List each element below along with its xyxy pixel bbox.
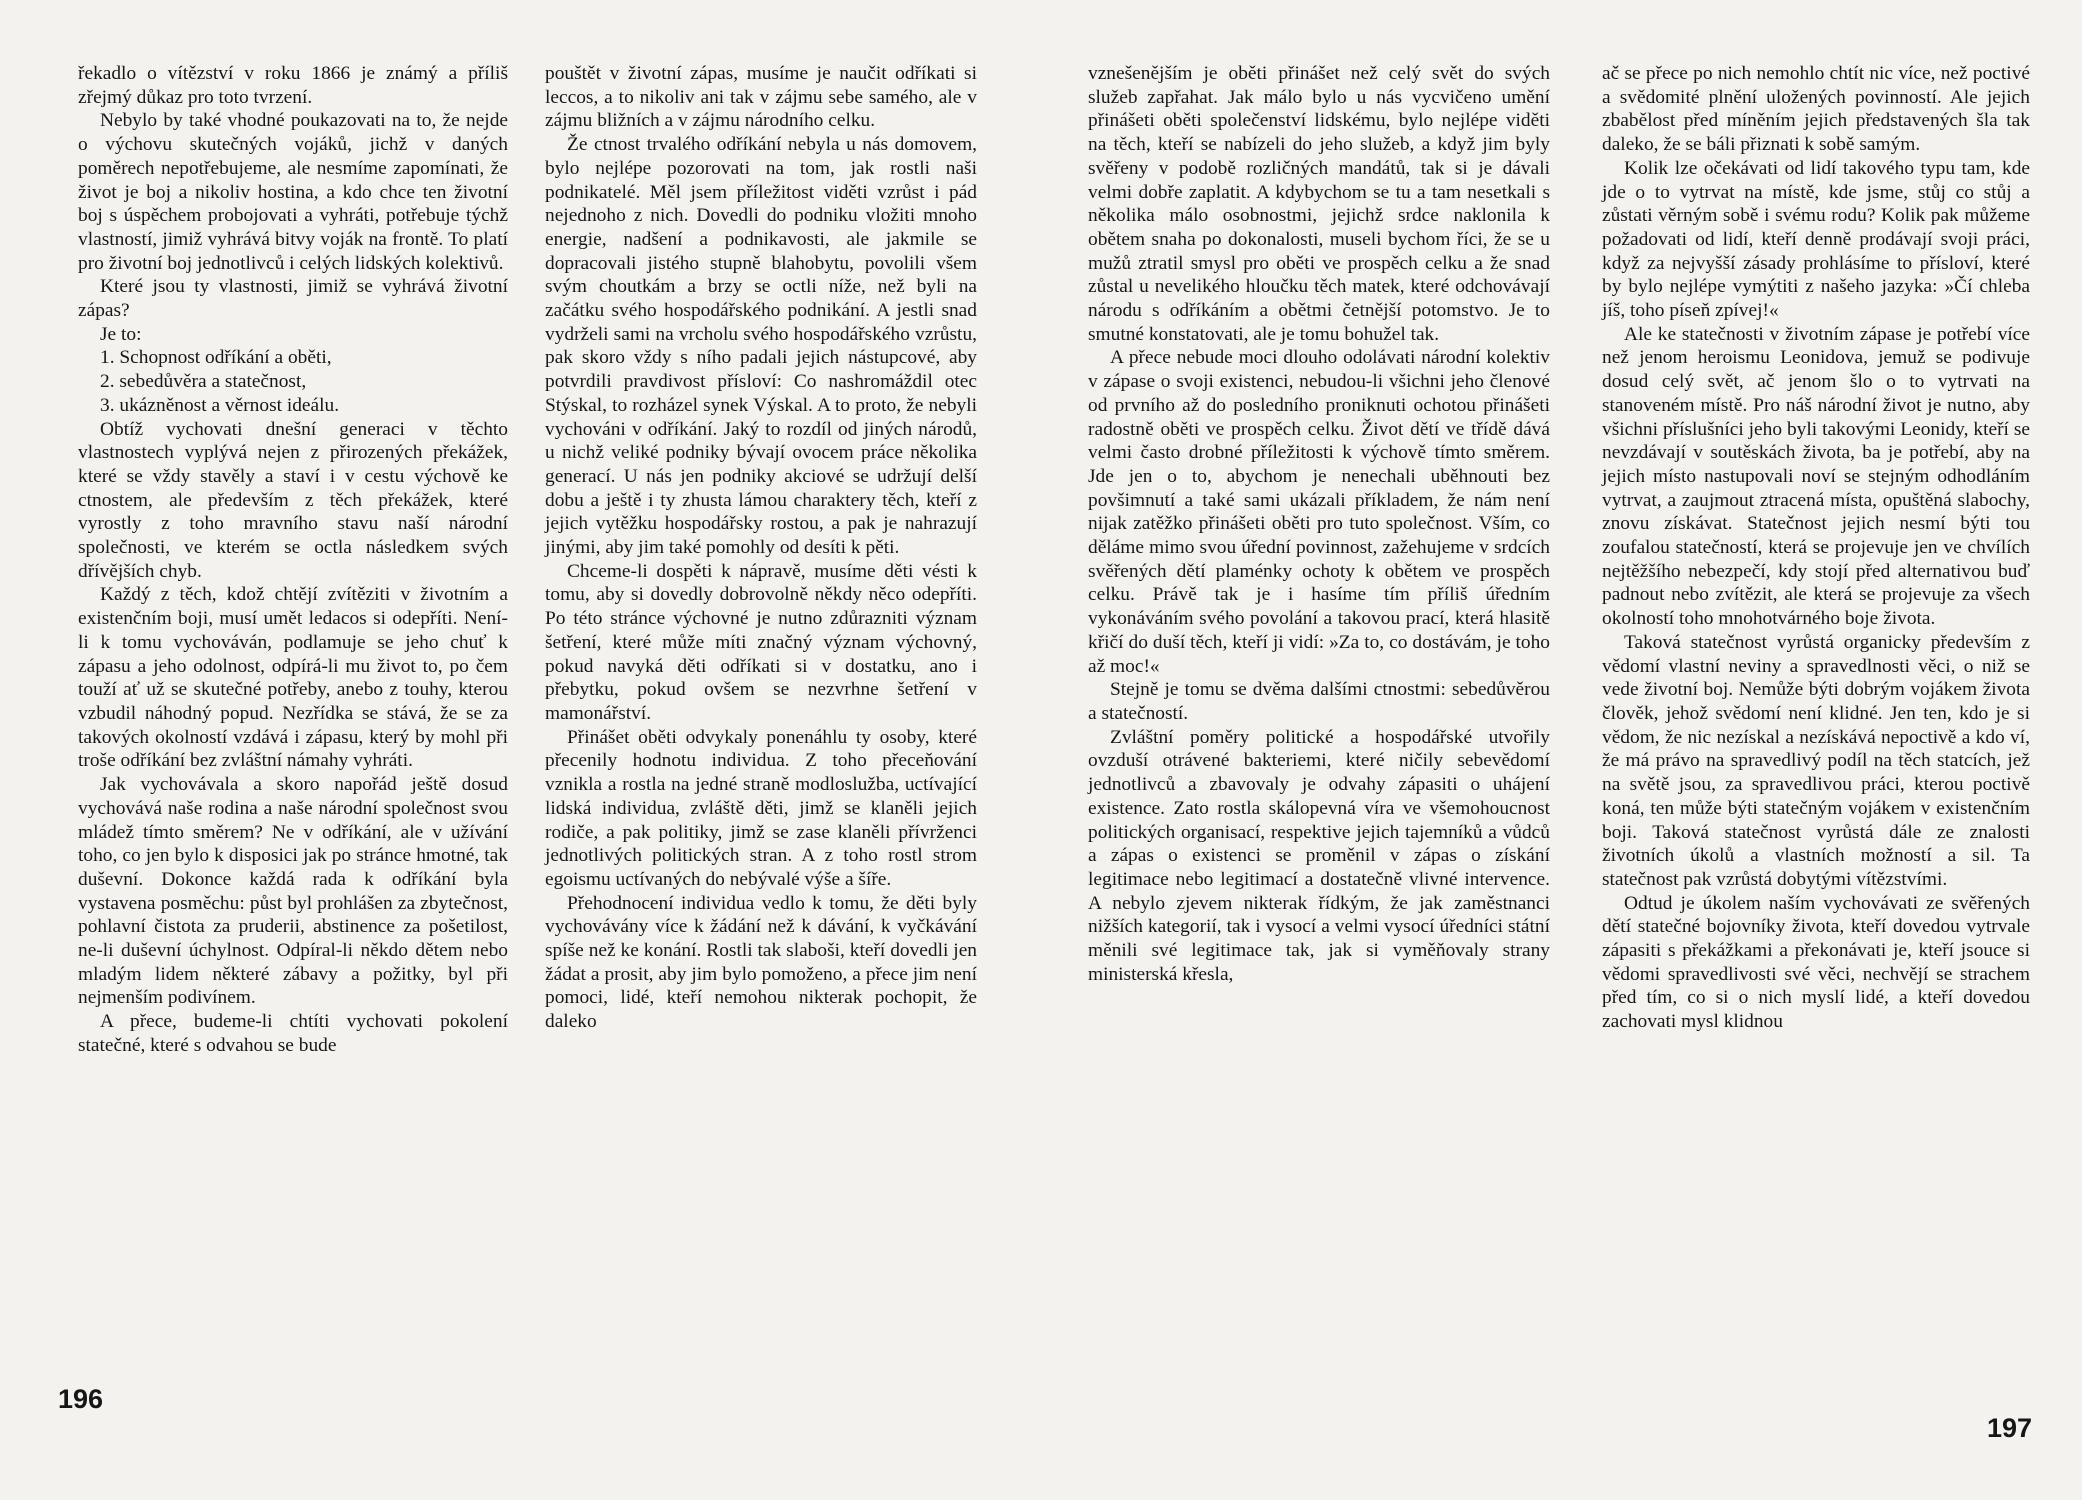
paragraph: Obtíž vychovati dnešní generaci v těchto vlastnostech vyplývá nejen z přirozených překážek, které se vždy stavěly a staví i v cestu výchově ke ctnostem, ale především z těch překážek, které vyrostly z toho mravního stavu naší národní společnosti, ve kterém se octla následkem svých dřívějších chyb. bbox=[78, 418, 508, 582]
paragraph: Že ctnost trvalého odříkání nebyla u nás domovem, bylo nejlépe pozorovati na tom, jak rostli naši podnikatelé. Měl jsem příležitost viděti vzrůst i pád nejednoho z nich. Dovedli do podniku vložiti mnoho energie, nadšení a podnikavosti, ale jakmile se dopracovali jistého stupně blahobytu, povolili všem svým choutkám a brzy se octli níže, než byli na začátku svého hospodářského podnikání. A jestli snad vydrželi sami na vrcholu svého hospodářského vzrůstu, pak skoro vždy s ního padali jejich nástupcové, aby potvrdili pravdivost přísloví: Co nashromáždil otec Stýskal, to rozházel synek Výskal. A to proto, že nebyli vychováni v odříkání. Jaký to rozdíl od jiných národů, u nichž veliké podniky bývají ovocem práce několika generací. U nás jen podniky akciové se udržují delší dobu a ještě i ty zhusta lámou charaktery těch, kteří z jejich vytěžku hospodářsky rostou, a pak je nahrazují jinými, aby jim také pomohly od desíti k pěti. bbox=[545, 134, 977, 559]
paragraph: Jak vychovávala a skoro napořád ještě dosud vychovává naše rodina a naše národní společnost svou mládež tímto směrem? Ne v odříkání, ale v užívání toho, co jen bylo k disposici jak po stránce hmotné, tak duševní. Dokonce každá rada k odříkání byla vystavena posměchu: půst byl prohlášen za zbytečnost, pohlavní čistota za pruderii, abstinence za pošetilost, ne-li duševní úchylnost. Odpíral-li někdo dětem nebo mladým lidem některé zábavy a požitky, byl při nejmenším podivínem. bbox=[78, 774, 508, 1009]
list-item: 2. sebedůvěra a statečnost, bbox=[100, 371, 307, 393]
paragraph: Taková statečnost vyrůstá organicky především z vědomí vlastní neviny a spravedlnosti věci, o niž se vede životní boj. Nemůže býti dobrým vojákem života člověk, jehož svědomí není klidné. Jen ten, kdo je si vědom, že nic nezískal a nezískává nepoctivě a kdo ví, že má právo na spravedlivý podíl na těch statcích, jež na světě jsou, za spravedlivou práci, kterou poctivě koná, ten může býti statečným vojákem v existenčním boji. Taková statečnost vyrůstá dále ze znalosti životních úkolů a vlastních možností a sil. Ta statečnost pak vzrůstá dobytými vítězstvími. bbox=[1602, 631, 2030, 890]
paragraph: A přece, budeme-li chtíti vychovati pokolení statečné, které s odvahou se bude bbox=[78, 1011, 508, 1056]
paragraph: Odtud je úkolem naším vychovávati ze svěřených dětí statečné bojovníky života, kteří dovedou vytrvale zápasiti s překážkami a překonávati je, kteří jsouce si vědomi spravedlivosti své věci, nechvějí se strachem před tím, co si o nich myslí lidé, a kteří dovedou zachovati mysl klidnou bbox=[1602, 892, 2030, 1033]
left-page-column-2 bbox=[545, 62, 977, 1034]
paragraph: Je to: bbox=[100, 323, 142, 345]
paragraph: vznešenějším je oběti přinášet než celý svět do svých služeb zapřahat. Jak málo bylo u nás vycvičeno umění přinášeti oběti společenství lidskému, bylo nejlépe viděti na těch, kteří se nabízeli do jeho služeb, a když jim byly svěřeny v podobě rozličných mandátů, tak si je dávali velmi dobře zaplatit. A kdybychom se tu a tam nesetkali s několika málo osobnostmi, jejichž srdce naklonila k obětem snaha po dokonalosti, museli bychom říci, že se u mužů ztratil smysl pro oběti ve prospěch celku a že snad zůstal u nevelikého hloučku těch matek, které odchovávají národu s odříkáním a obětmi četnější potomstvo. Je to smutné konstatovati, ale je tomu bohužel tak. bbox=[1088, 63, 1550, 345]
left-page-column-1 bbox=[78, 62, 508, 1058]
right-page-column-1 bbox=[1088, 62, 1550, 986]
paragraph: řekadlo o vítězství v roku 1866 je známý a příliš zřejmý důkaz pro toto tvrzení. bbox=[78, 63, 508, 108]
paragraph: Nebylo by také vhodné poukazovati na to, že nejde o výchovu skutečných vojáků, jichž v daných poměrech nepotřebujeme, ale nesmíme zapomínati, že život je boj a nikoliv hostina, a kdo chce ten životní boj s úspěchem probojovati a vyhráti, potřebuje týchž vlastností, jimiž vyhrává bitvy voják na frontě. To platí pro životní boj jednotlivců i celých lidských kolektivů. bbox=[78, 110, 508, 274]
page-number: 196 bbox=[58, 1384, 104, 1414]
left-page bbox=[0, 0, 1030, 1500]
page-number: 197 bbox=[1987, 1413, 2033, 1443]
paragraph: Přinášet oběti odvykaly ponenáhlu ty osoby, které přecenily hodnotu individua. Z toho přeceňování vznikla a rostla na jedné straně modloslužba, uctívající lidská individua, zvláště děti, jimž se klaněli jejich rodiče, a pak politiky, jimž se zase klaněli přívrženci jednotlivých politických stran. A z toho rostl strom egoismu uctívaných do nebývalé výše a šíře. bbox=[545, 726, 977, 890]
right-page bbox=[1060, 0, 2082, 1500]
paragraph: Ale ke statečnosti v životním zápase je potřebí více než jenom heroismu Leonidova, jemuž se podivuje dosud celý svět, ač jenom šlo o to vytrvati na stanoveném místě. Pro náš národní život je nutno, aby všichni příslušníci jeho byli takovými Leonidy, kteří se nevzdávají v soutěskách života, ba je potřebí, aby na jejich místo nastupovali noví se stejným odhodláním vytrvat, a zaujmout ztracená místa, opuštěná slabochy, znovu získávat. Statečnost jejich nesmí býti tou zoufalou statečností, která se projevuje jen ve chvílích nejtěžšího nebezpečí, kdy stojí před alternativou buď padnout nebo zvítězit, ale která se projevuje za všech okolností toho mnohotvárného boje života. bbox=[1602, 323, 2030, 630]
paragraph: Zvláštní poměry politické a hospodářské utvořily ovzduší otrávené bakteriemi, které ničily sebevědomí jednotlivců a zbavovaly je odvahy zápasiti o uhájení existence. Zato rostla skálopevná víra ve všemohoucnost politických organisací, respektive jejich tajemníků a vůdců a zápas o existenci se proměnil v zápas o získání legitimace nebo legitimací a dostatečně vlivné intervence. A nebylo zjevem nikterak řídkým, že jak zaměstnanci nižších kategorií, tak i vysocí a velmi vysocí úředníci státní měnili své legitimace tak, jak si vyměňovaly strany ministerská křesla, bbox=[1088, 726, 1550, 985]
paragraph: pouštět v životní zápas, musíme je naučit odříkati si leccos, a to nikoliv ani tak v zájmu sebe samého, ale v zájmu bližních a v zájmu národního celku. bbox=[545, 63, 977, 132]
paragraph: Každý z těch, kdož chtějí zvítěziti v životním a existenčním boji, musí umět ledacos si odepříti. Není-li k tomu vychováván, podlamuje se jeho chuť k zápasu a jeho odolnost, odpírá-li mu život to, po čem touží ať už se skutečné potřeby, anebo z touhy, kterou vzbudil náhodný popud. Nezřídka se stává, že se za takových okolností vzdává i zápasu, který by mohl při troše odříkání bez zvláštní námahy vyhráti. bbox=[78, 584, 508, 772]
paragraph: Stejně je tomu se dvěma dalšími ctnostmi: sebedůvěrou a statečností. bbox=[1088, 679, 1550, 724]
list-item: 3. ukázněnost a věrnost ideálu. bbox=[100, 394, 340, 416]
paragraph: Kolik lze očekávati od lidí takového typu tam, kde jde o to vytrvat na místě, kde jsme, stůj co stůj a zůstati věrným sobě i svému rodu? Kolik pak můžeme požadovati od lidí, kteří denně prodávají svoji práci, když za nejvyšší zásady prohlásíme to přísloví, které by bylo nejlépe vymýtiti z našeho jazyka: »Čí chleba jíš, toho píseň zpívej!« bbox=[1602, 157, 2030, 322]
paragraph: Přehodnocení individua vedlo k tomu, že děti byly vychovávány více k žádání než k dávání, k vyčkávání spíše než ke konání. Rostli tak slaboši, kteří dovedli jen žádat a prosit, aby jim bylo pomoženo, a přece jim není pomoci, lidé, kteří nemohou nikterak pochopit, že daleko bbox=[545, 892, 977, 1033]
paragraph: Chceme-li dospěti k nápravě, musíme děti vésti k tomu, aby si dovedly dobrovolně někdy něco odepříti. Po této stránce výchovné je nutno zdůrazniti význam šetření, které může míti značný význam výchovný, pokud navyká děti odříkati si v dostatku, ano i přebytku, pokud ovšem se nezvrhne šetření v mamonářství. bbox=[545, 560, 977, 724]
right-page-column-2 bbox=[1602, 62, 2030, 1034]
paragraph: Které jsou ty vlastnosti, jimiž se vyhrává životní zápas? bbox=[78, 276, 508, 322]
paragraph: ač se přece po nich nemohlo chtít nic více, než poctivé a svědomité plnění uložených povinností. Ale jejich zbabělost před míněním jejich představených šla tak daleko, že se báli přiznati k sobě samým. bbox=[1602, 63, 2030, 156]
paragraph: A přece nebude moci dlouho odolávati národní kolektiv v zápase o svoji existenci, nebudou-li všichni jeho členové od prvního až do posledního proniknuti ochotou přinášeti radostně oběti ve prospěch celku. Život dětí ve třídě dává velmi často drobné příležitosti k výchově tímto směrem. Jde jen o to, abychom je nenechali uběhnouti bez povšimnutí a také sami ukázali příkladem, že nám není nijak zatěžko přinášeti oběti pro tuto společnost. Vším, co děláme mimo svou úřední povinnost, zažehujeme v srdcích svěřených dětí plaménky ochoty k obětem ve prospěch celku. Právě tak je i hasíme tím příliš úředním vykonáváním svého povolání a takovou prací, která hlasitě křičí do duší těch, kteří ji vidí: »Za to, co dostávám, je toho až moc!« bbox=[1088, 347, 1550, 677]
list-item: 1. Schopnost odříkání a oběti, bbox=[100, 347, 332, 369]
